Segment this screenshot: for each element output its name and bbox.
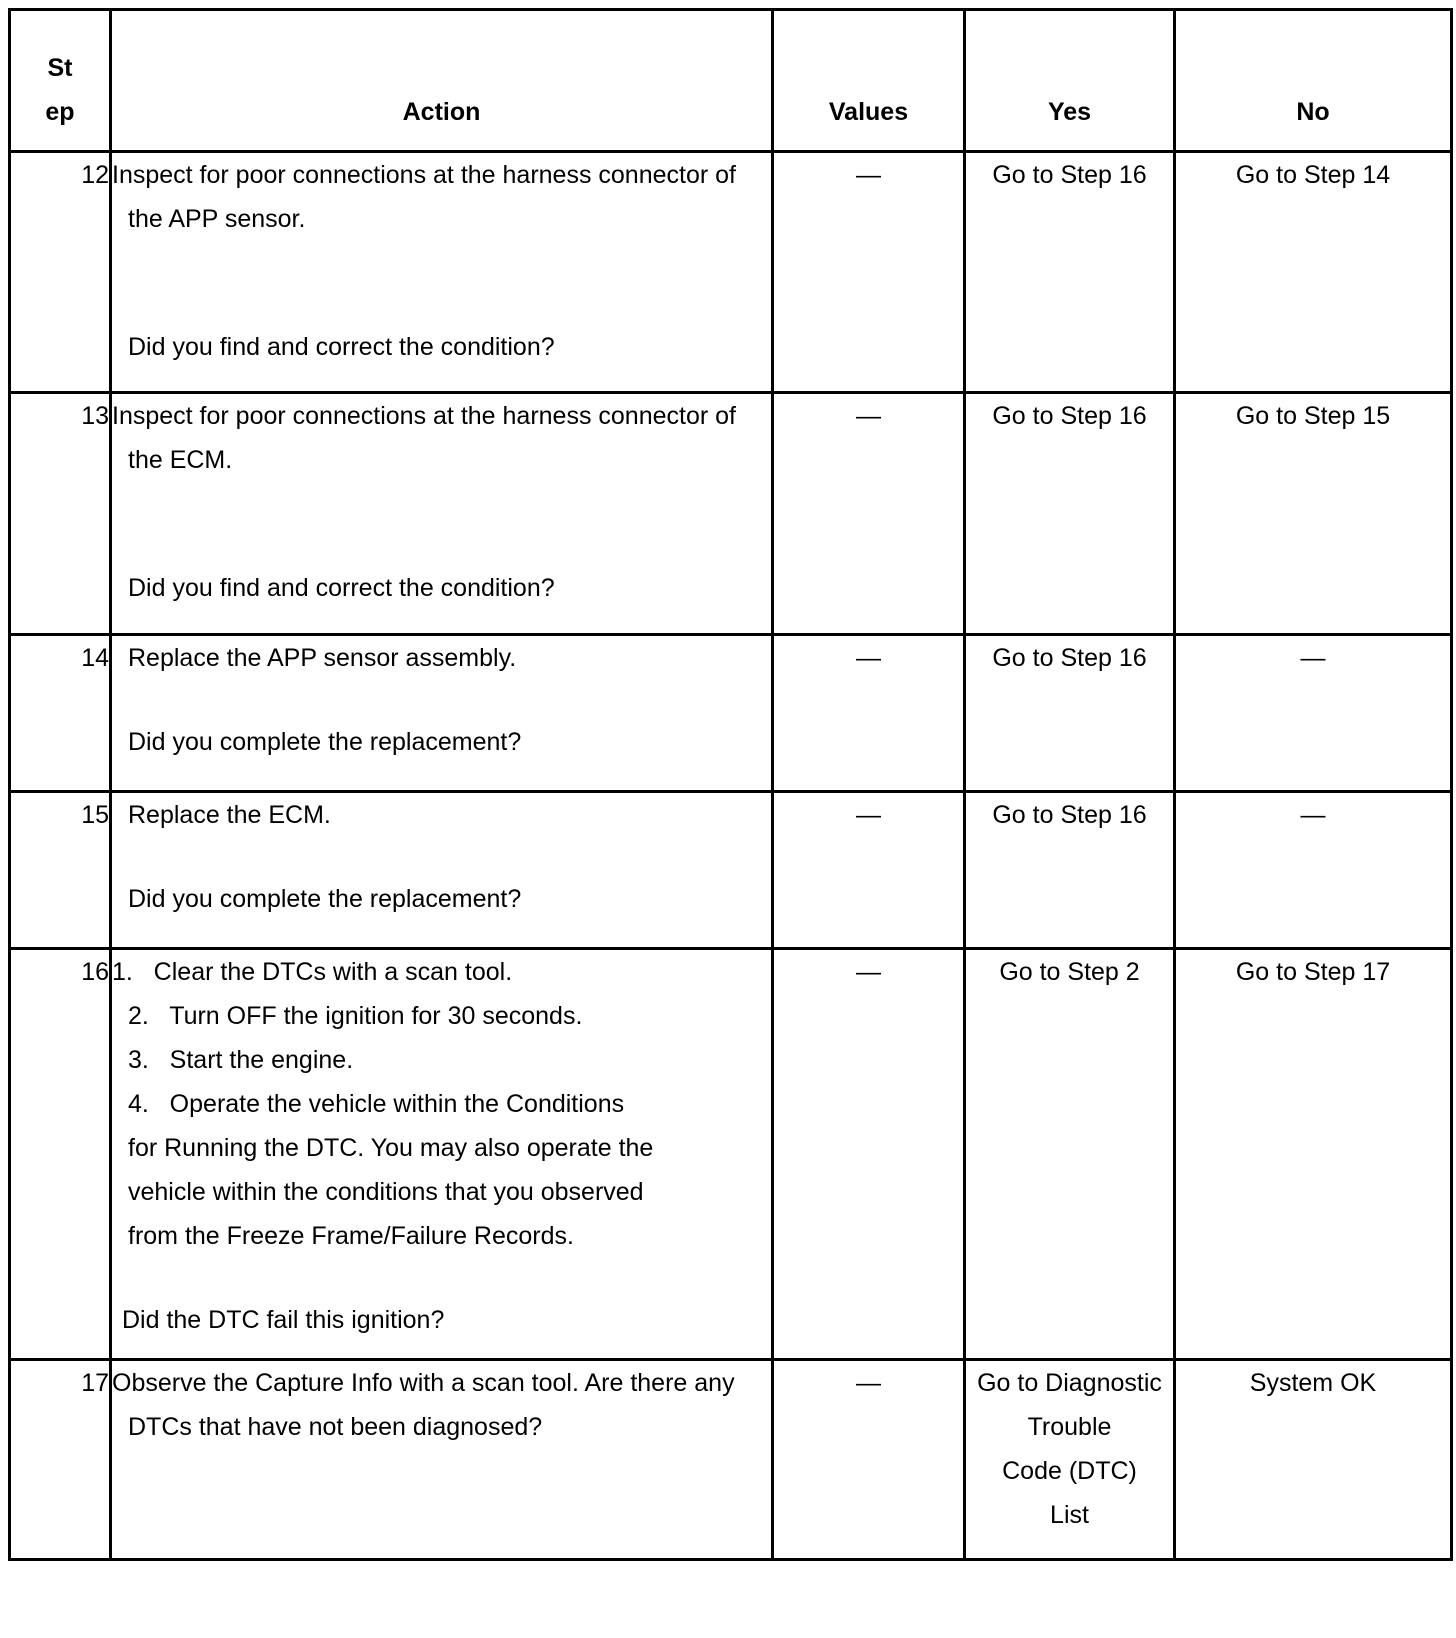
step-number: 13 bbox=[10, 393, 111, 635]
action-cell bbox=[111, 393, 773, 635]
action-line: Replace the ECM. bbox=[128, 801, 331, 829]
action-question: Did you complete the replacement? bbox=[128, 885, 522, 913]
yes-cell: Go to Step 16 bbox=[965, 792, 1175, 949]
action-line: DTCs that have not been diagnosed? bbox=[128, 1413, 543, 1441]
no-cell: System OK bbox=[1175, 1360, 1452, 1560]
action-question: Did the DTC fail this ignition? bbox=[122, 1306, 445, 1334]
step-number: 16 bbox=[10, 949, 111, 1360]
action-line: for Running the DTC. You may also operate the bbox=[128, 1134, 654, 1162]
action-question: Did you find and correct the condition? bbox=[128, 333, 555, 361]
yes-cell: Go to Step 16 bbox=[965, 635, 1175, 792]
step-number: 14 bbox=[10, 635, 111, 792]
yes-line: Trouble bbox=[1027, 1413, 1112, 1441]
action-line: the ECM. bbox=[128, 446, 233, 474]
action-line: Replace the APP sensor assembly. bbox=[128, 644, 517, 672]
values-cell: — bbox=[773, 152, 965, 393]
step-header-line1: St bbox=[47, 54, 73, 82]
yes-header: Yes bbox=[965, 10, 1175, 152]
yes-line: List bbox=[1050, 1501, 1089, 1529]
no-cell: Go to Step 17 bbox=[1175, 949, 1452, 1360]
action-line: 3. Start the engine. bbox=[128, 1046, 354, 1074]
table-row bbox=[10, 635, 1452, 792]
action-line: 2. Turn OFF the ignition for 30 seconds. bbox=[128, 1002, 583, 1030]
table-row bbox=[10, 393, 1452, 635]
step-number: 15 bbox=[10, 792, 111, 949]
action-cell bbox=[111, 635, 773, 792]
action-question: Did you complete the replacement? bbox=[128, 728, 522, 756]
action-line: from the Freeze Frame/Failure Records. bbox=[128, 1222, 574, 1250]
no-header: No bbox=[1175, 10, 1452, 152]
yes-cell bbox=[965, 1360, 1175, 1560]
yes-line: Code (DTC) bbox=[1002, 1457, 1137, 1485]
values-cell: — bbox=[773, 792, 965, 949]
table-row bbox=[10, 1360, 1452, 1560]
values-cell: — bbox=[773, 393, 965, 635]
action-line: vehicle within the conditions that you observed bbox=[128, 1178, 644, 1206]
step-header bbox=[10, 10, 111, 152]
no-cell: Go to Step 15 bbox=[1175, 393, 1452, 635]
no-cell: — bbox=[1175, 792, 1452, 949]
table-row bbox=[10, 949, 1452, 1360]
step-number: 17 bbox=[10, 1360, 111, 1560]
action-header: Action bbox=[111, 10, 773, 152]
yes-cell: Go to Step 16 bbox=[965, 393, 1175, 635]
action-cell bbox=[111, 152, 773, 393]
action-line: 4. Operate the vehicle within the Conditions bbox=[128, 1090, 625, 1118]
values-header: Values bbox=[773, 10, 965, 152]
step-number: 12 bbox=[10, 152, 111, 393]
header-row bbox=[10, 10, 1452, 152]
table-row bbox=[10, 152, 1452, 393]
yes-cell: Go to Step 2 bbox=[965, 949, 1175, 1360]
diagnostic-table bbox=[8, 8, 1453, 1561]
action-line: the APP sensor. bbox=[128, 205, 306, 233]
table-row bbox=[10, 792, 1452, 949]
action-cell bbox=[111, 792, 773, 949]
action-line: 1. Clear the DTCs with a scan tool. bbox=[112, 958, 513, 986]
no-cell: Go to Step 14 bbox=[1175, 152, 1452, 393]
yes-line: Go to Diagnostic bbox=[977, 1369, 1162, 1397]
values-cell: — bbox=[773, 949, 965, 1360]
yes-cell: Go to Step 16 bbox=[965, 152, 1175, 393]
no-cell: — bbox=[1175, 635, 1452, 792]
action-line: Inspect for poor connections at the harness connector of bbox=[112, 161, 736, 189]
action-line: Inspect for poor connections at the harness connector of bbox=[112, 402, 736, 430]
action-question: Did you find and correct the condition? bbox=[128, 574, 555, 602]
action-line: Observe the Capture Info with a scan tool. Are there any bbox=[112, 1369, 735, 1397]
action-cell bbox=[111, 1360, 773, 1560]
values-cell: — bbox=[773, 1360, 965, 1560]
action-cell bbox=[111, 949, 773, 1360]
values-cell: — bbox=[773, 635, 965, 792]
step-header-line2: ep bbox=[45, 98, 75, 126]
